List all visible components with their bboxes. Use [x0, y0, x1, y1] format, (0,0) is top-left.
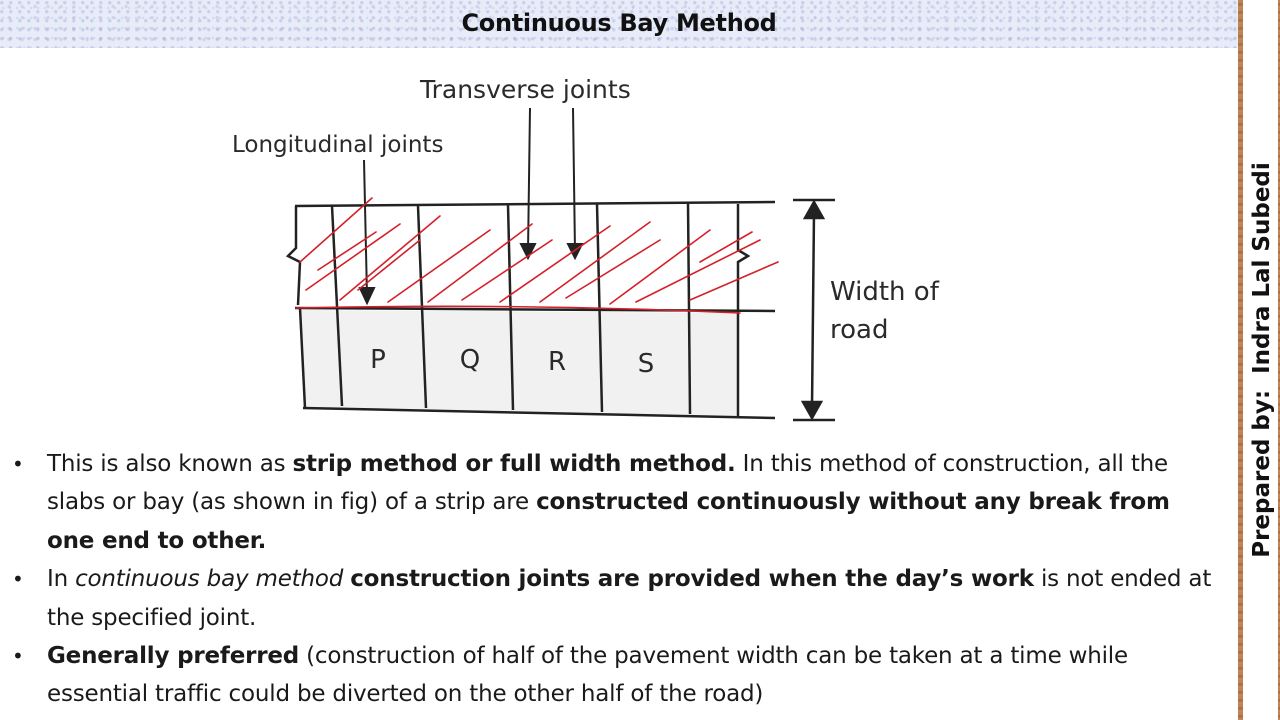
width-label-line1: Width of — [830, 277, 939, 307]
bullet-text-segment: In — [47, 566, 76, 593]
longitudinal-joints-label: Longitudinal joints — [232, 132, 444, 158]
bullet-text-segment: is not ended at the specified joint. — [47, 566, 1212, 631]
bullet-text-segment: continuous bay method — [75, 566, 344, 593]
bullet-item — [12, 560, 1222, 637]
bullet-text-segment: Generally preferred — [47, 643, 300, 670]
bay-label-p: P — [370, 345, 386, 375]
bullet-item — [12, 637, 1222, 714]
width-label-line2: road — [830, 315, 889, 345]
bullet-list — [12, 445, 1222, 714]
width-dimension-arrow — [793, 200, 835, 420]
bullet-text-segment: strip method or full width method. — [292, 451, 736, 477]
bullet-marker: • — [12, 567, 24, 592]
title-bar — [0, 0, 1238, 48]
bullet-text-segment: In this method of construction, all the slabs or bay (as shown in fig) of a strip are — [47, 451, 1168, 516]
bullet-marker: • — [12, 644, 24, 669]
bay-label-q: Q — [459, 345, 481, 375]
lower-strip-fill — [300, 310, 738, 416]
bullet-text-segment: (construction of half of the pavement width can be taken at a time while essential traffic could be diverted on the other half of the road) — [47, 643, 1128, 708]
author-credit-prefix: Prepared by: — [1249, 389, 1275, 558]
bullet-text-segment: construction joints are provided when the day’s work — [350, 566, 1034, 593]
bullet-text-segment: constructed continuously without any break from one end to other. — [47, 489, 1170, 554]
pavement-bay-diagram — [200, 60, 1000, 440]
author-credit — [1249, 162, 1275, 558]
bay-label-r: R — [547, 347, 567, 377]
bullet-item — [12, 445, 1222, 560]
slide-title: Continuous Bay Method — [461, 9, 777, 37]
bullet-text-segment: This is also known as — [47, 451, 293, 477]
transverse-joint-pointers — [521, 108, 582, 258]
transverse-joints-label: Transverse joints — [420, 75, 631, 104]
bullet-marker: • — [12, 452, 24, 476]
bay-label-s: S — [637, 349, 655, 379]
author-credit-name: Indra Lal Subedi — [1249, 162, 1275, 374]
